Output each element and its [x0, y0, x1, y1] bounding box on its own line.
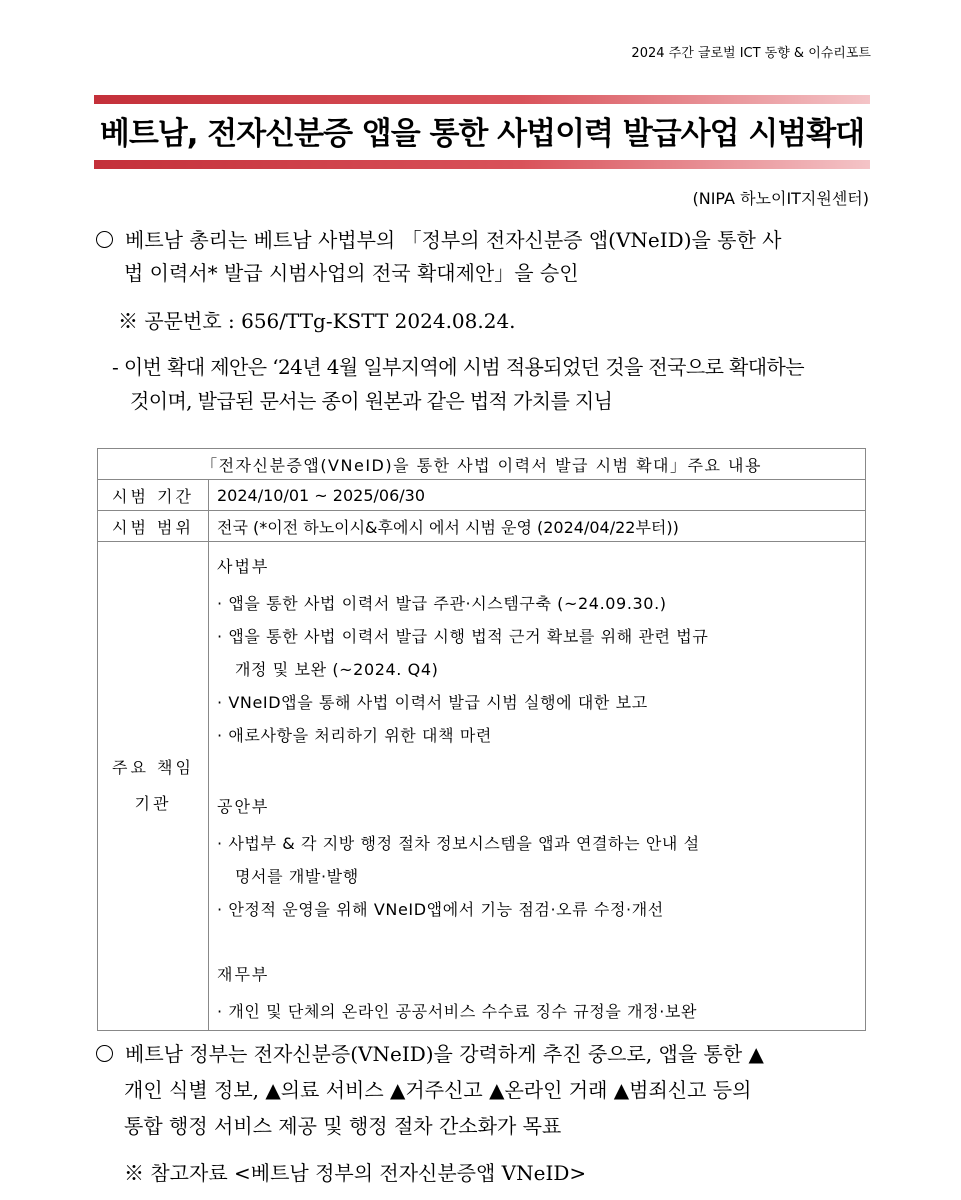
row-label-period: 시범 기간: [98, 480, 209, 511]
resp-label-line-1: 주요 책임: [112, 758, 194, 777]
list-item: 명서를 개발·발행: [235, 867, 359, 886]
resp-label-line-2: 기관: [134, 794, 172, 813]
paragraph-government: [94, 1036, 874, 1144]
paragraph-approval-line-1: [94, 224, 874, 257]
expansion-detail-line-2: 것이며, 발급된 문서는 종이 원본과 같은 법적 가치를 지님: [130, 389, 613, 413]
section-justice-title: 사법부: [217, 557, 270, 576]
title-bottom-bar: [94, 160, 870, 169]
section-spacer: [217, 926, 855, 958]
row-label-scope: 시범 범위: [98, 511, 209, 542]
source-label: (NIPA 하노이IT지원센터): [692, 189, 869, 208]
list-item: 개정 및 보완 (~2024. Q4): [235, 660, 439, 679]
reference-note: ※ 참고자료 <베트남 정부의 전자신분증앱 VNeID>: [124, 1161, 587, 1185]
circle-bullet-icon: [96, 1045, 113, 1062]
list-item: · 앱을 통한 사법 이력서 발급 주관·시스템구축 (~24.09.30.): [217, 594, 667, 613]
table-heading: 「전자신분증앱(VNeID)을 통한 사법 이력서 발급 시범 확대」주요 내용: [98, 449, 866, 480]
list-item: · 사법부 & 각 지방 행정 절차 정보시스템을 앱과 연결하는 안내 설: [217, 834, 700, 853]
expansion-detail-line-1: - 이번 확대 제안은 ‘24년 4월 일부지역에 시범 적용되었던 것을 전국으로 확대하는: [112, 355, 804, 379]
section-spacer: [217, 752, 855, 790]
section-security-title: 공안부: [217, 797, 270, 816]
row-value-period: 2024/10/01 ~ 2025/06/30: [209, 480, 866, 511]
list-item: · 안정적 운영을 위해 VNeID앱에서 기능 점검·오류 수정·개선: [217, 900, 664, 919]
pilot-summary-table: [97, 448, 866, 1031]
report-header-label: 2024 주간 글로벌 ICT 동향 & 이슈리포트: [631, 46, 871, 61]
list-item: · 애로사항을 처리하기 위한 대책 마련: [217, 726, 492, 745]
row-value-scope: 전국 (*이전 하노이시&후에시 에서 시범 운영 (2024/04/22부터)): [209, 511, 866, 542]
list-item: · 앱을 통한 사법 이력서 발급 시행 법적 근거 확보를 위해 관련 법규: [217, 627, 709, 646]
list-item: · VNeID앱을 통해 사법 이력서 발급 시범 실행에 대한 보고: [217, 693, 648, 712]
expansion-detail: [112, 350, 872, 418]
table-row: [98, 480, 866, 511]
circle-bullet-icon: [96, 231, 113, 248]
paragraph-government-line-3: 통합 행정 서비스 제공 및 행정 절차 간소화가 목표: [124, 1114, 562, 1138]
paragraph-approval-text-1: 베트남 총리는 베트남 사법부의 「정부의 전자신분증 앱(VNeID)을 통한 사: [125, 228, 782, 252]
table-row: [98, 511, 866, 542]
row-value-responsible: [209, 542, 866, 1031]
official-document-note: ※ 공문번호 : 656/TTg-KSTT 2024.08.24.: [118, 309, 516, 333]
document-title: 베트남, 전자신분증 앱을 통한 사법이력 발급사업 시범확대: [99, 116, 865, 152]
table-row: [98, 542, 866, 1031]
paragraph-government-line-2: 개인 식별 정보, ▲의료 서비스 ▲거주신고 ▲온라인 거래 ▲범죄신고 등의: [124, 1078, 752, 1102]
row-label-responsible: [98, 542, 209, 1031]
list-item: · 개인 및 단체의 온라인 공공서비스 수수료 징수 규정을 개정·보완: [217, 1002, 698, 1021]
paragraph-government-line-1: [94, 1036, 874, 1072]
section-finance-title: 재무부: [217, 965, 270, 984]
paragraph-approval: [94, 224, 874, 290]
title-top-bar: [94, 95, 870, 104]
paragraph-approval-line-2: 법 이력서* 발급 시범사업의 전국 확대제안」을 승인: [124, 261, 579, 285]
paragraph-government-text-1: 베트남 정부는 전자신분증(VNeID)을 강력하게 추진 중으로, 앱을 통한 ▲: [125, 1042, 764, 1066]
